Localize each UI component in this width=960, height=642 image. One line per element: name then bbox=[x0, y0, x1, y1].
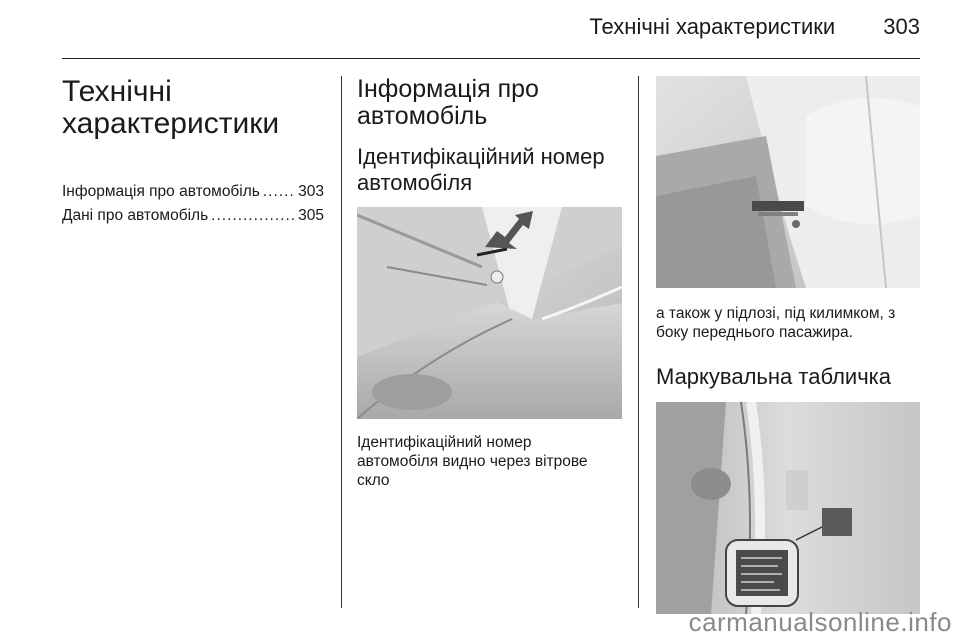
running-title: Технічні характеристики bbox=[589, 14, 836, 39]
toc-entry-vehicle-info[interactable] bbox=[62, 180, 324, 204]
toc-leader bbox=[211, 204, 295, 228]
chapter-column bbox=[62, 76, 324, 228]
identification-plate-photo bbox=[656, 402, 920, 614]
section-title bbox=[357, 76, 622, 130]
chapter-title-line1: Технічні bbox=[62, 75, 172, 108]
chapter-title-line2: характеристики bbox=[62, 107, 280, 140]
plate-title: Маркувальна табличка bbox=[656, 364, 891, 389]
windshield-vin-photo bbox=[357, 207, 622, 419]
column-divider bbox=[638, 76, 639, 608]
toc-page: 305 bbox=[298, 207, 324, 224]
chapter-title bbox=[62, 76, 324, 140]
floor-caption-line2: боку переднього пасажира. bbox=[656, 324, 853, 341]
floor-caption-line1: а також у підлозі, під килимком, з bbox=[656, 305, 896, 322]
column-divider bbox=[341, 76, 342, 608]
toc-leader bbox=[263, 180, 295, 204]
right-column bbox=[656, 76, 920, 614]
section-title-line2: автомобіль bbox=[357, 102, 488, 130]
vin-title bbox=[357, 144, 622, 196]
vin-title-line2: автомобіля bbox=[357, 170, 473, 195]
vin-caption-line3: скло bbox=[357, 472, 390, 489]
page-header bbox=[589, 14, 920, 40]
floor-caption bbox=[656, 304, 920, 342]
floor-vin-photo bbox=[656, 76, 920, 288]
table-of-contents bbox=[62, 180, 324, 228]
header-rule bbox=[62, 58, 920, 59]
vin-title-line1: Ідентифікаційний номер bbox=[357, 144, 605, 169]
toc-label: Інформація про автомобіль bbox=[62, 183, 260, 200]
vin-caption-line2: автомобіля видно через вітрове bbox=[357, 453, 588, 470]
watermark-text: carmanualsonline.info bbox=[688, 607, 952, 637]
page-number: 303 bbox=[883, 14, 920, 39]
toc-entry-vehicle-data[interactable] bbox=[62, 204, 324, 228]
toc-page: 303 bbox=[298, 183, 324, 200]
toc-label: Дані про автомобіль bbox=[62, 207, 209, 224]
vehicle-info-column bbox=[357, 76, 622, 490]
section-title-line1: Інформація про bbox=[357, 75, 539, 103]
vin-caption bbox=[357, 433, 622, 490]
vin-caption-line1: Ідентифікаційний номер bbox=[357, 434, 532, 451]
